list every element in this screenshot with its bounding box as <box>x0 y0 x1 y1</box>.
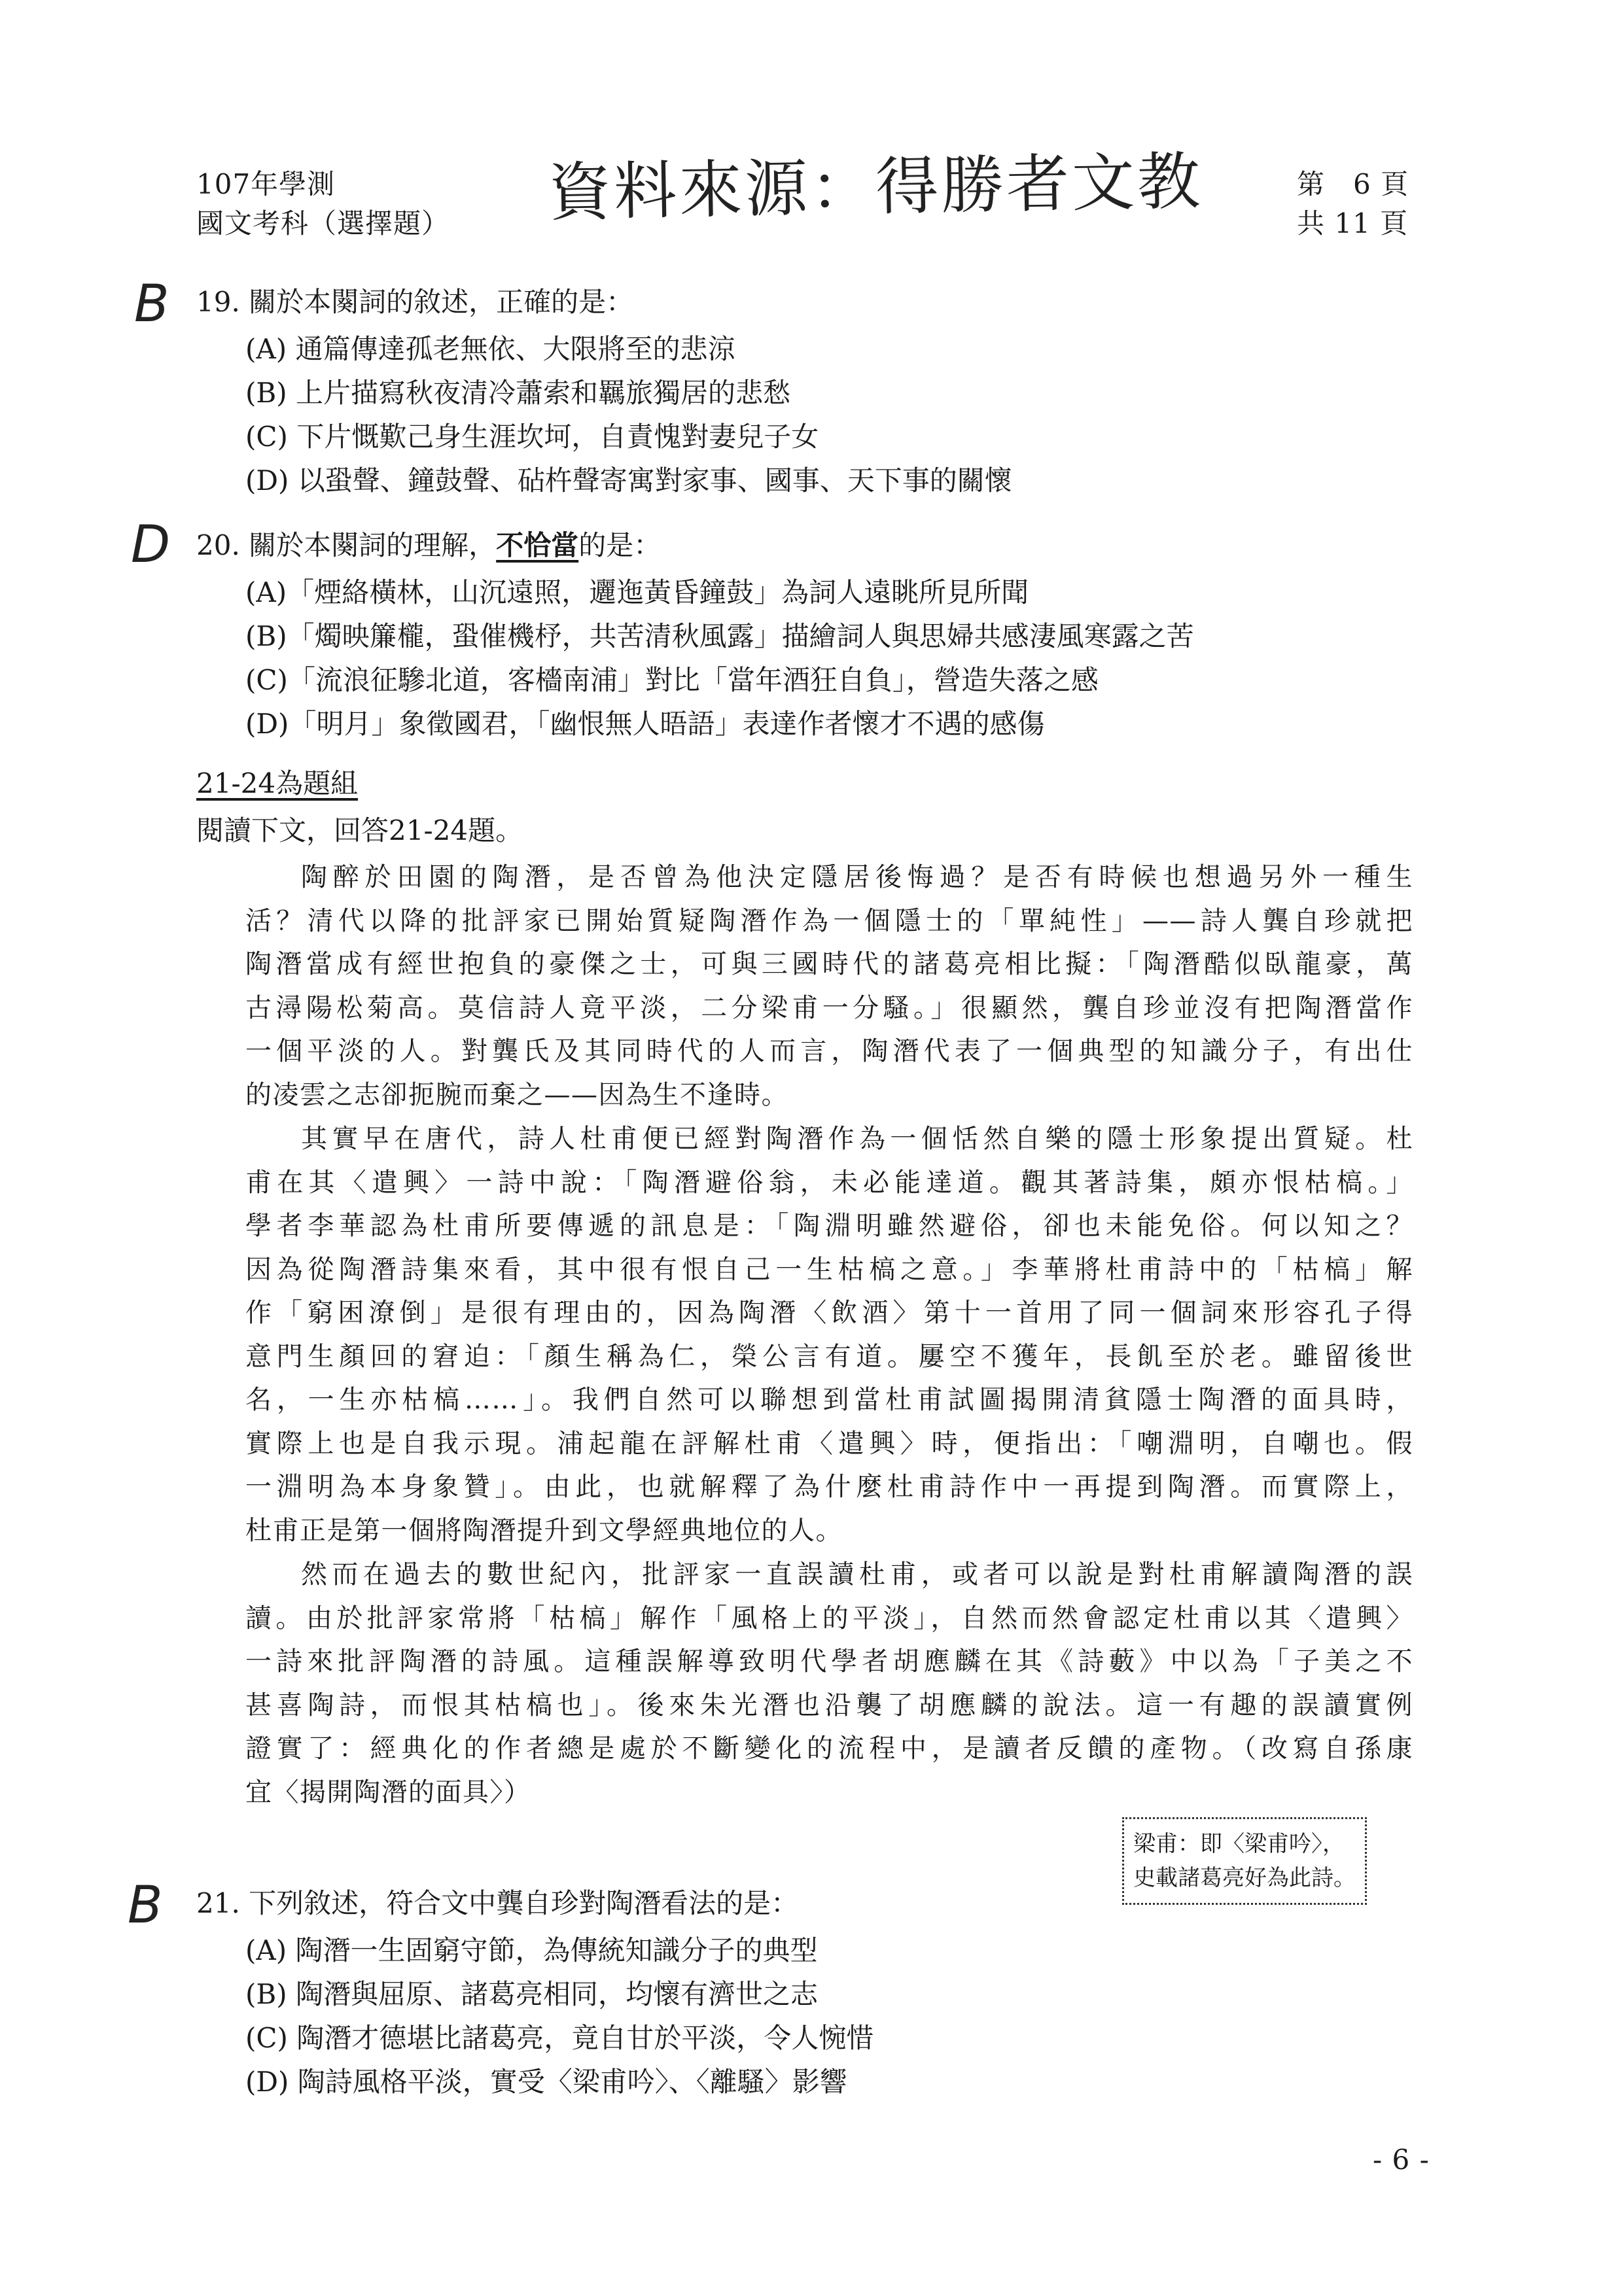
passage-paragraph-1: 陶醉於田園的陶潛，是否曾為他決定隱居後悔過？是否有時候也想過另外一種生 活？清代以降的批評家已開始質疑陶潛作為一個隱士的「單純性」——詩人龔自珍就把 陶潛當成有經世抱負的豪傑之士，可與三國時代的諸葛亮相比擬：「陶潛酷似臥龍豪，萬 古潯陽松菊高。莫信詩人竟平淡，二分梁甫一分騷。」很顯然，龔自珍並沒有把陶潛當作 一個平淡的人。對龔氏及其同時代的人而言，陶潛代表了一個典型的知識分子，有出仕 的凌雲之志卻扼腕而棄之——因為生不逢時。 <box>245 862 1413 1110</box>
option-20-d: (D)「明月」象徵國君，「幽恨無人晤語」表達作者懷才不遇的感傷 <box>245 708 1045 740</box>
option-19-d: (D) 以蛩聲、鐘鼓聲、砧杵聲寄寓對家事、國事、天下事的關懷 <box>245 464 1012 496</box>
question-19-stem <box>196 285 633 319</box>
question-number: 21. <box>196 1887 240 1919</box>
option-19-b: (B) 上片描寫秋夜清冷蕭索和羈旅獨居的悲愁 <box>245 377 790 409</box>
page-current: 第 6 頁 <box>1297 168 1409 200</box>
option-20-b: (B)「燭映簾櫳，蛩催機杼，共苦清秋風露」描繪詞人與思婦共感淒風寒露之苦 <box>245 620 1194 652</box>
footnote-line-1: 梁甫：即〈梁甫吟〉， <box>1133 1831 1345 1857</box>
question-text-end: 的是： <box>578 529 662 561</box>
passage-paragraph-3: 然而在過去的數世紀內，批評家一直誤讀杜甫，或者可以說是對杜甫解讀陶潛的誤 讀。由於批評家常將「枯槁」解作「風格上的平淡」，自然而然會認定杜甫以其〈遣興〉 一詩來批評陶潛的詩風。這種誤解導致明代學者胡應麟在其《詩藪》中以為「子美之不 甚喜陶詩，而恨其枯槁也」。後來朱光潛也沿襲了胡應麟的說法。這一有趣的誤讀實例 證實了：經典化的作者總是處於不斷變化的流程中，是讀者反饋的產物。（改寫自孫康 宜〈揭開陶潛的面具〉） <box>245 1559 1413 1807</box>
question-20-stem <box>196 529 661 563</box>
question-text: 關於本闋詞的理解， <box>249 529 497 561</box>
option-21-b: (B) 陶潛與屈原、諸葛亮相同，均懷有濟世之志 <box>245 1978 818 2010</box>
footnote-line-2: 史載諸葛亮好為此詩。 <box>1133 1865 1356 1891</box>
page-indicator <box>1297 165 1409 243</box>
option-21-a: (A) 陶潛一生固窮守節，為傳統知識分子的典型 <box>245 1934 818 1966</box>
group-instruction: 閱讀下文，回答21-24題。 <box>196 814 523 846</box>
option-19-c: (C) 下片慨歎己身生涯坎坷，自責愧對妻兒子女 <box>245 421 819 453</box>
exam-title-block <box>196 165 450 243</box>
footnote-box <box>1122 1817 1367 1905</box>
answer-mark-21: B <box>128 1876 163 1935</box>
question-number: 20. <box>196 529 240 561</box>
answer-mark-19: B <box>134 275 169 334</box>
option-21-d: (D) 陶詩風格平淡，實受〈梁甫吟〉、〈離騷〉影響 <box>245 2066 847 2098</box>
passage-paragraph-2: 其實早在唐代，詩人杜甫便已經對陶潛作為一個恬然自樂的隱士形象提出質疑。杜 甫在其〈遣興〉一詩中說：「陶潛避俗翁，未必能達道。觀其著詩集，頗亦恨枯槁。」 學者李華認為杜甫所要傳遞的訊息是：「陶淵明雖然避俗，卻也未能免俗。何以知之？ 因為從陶潛詩集來看，其中很有恨自己一生枯槁之意。」李華將杜甫詩中的「枯槁」解 作「窮困潦倒」是很有理由的，因為陶潛〈飲酒〉第十一首用了同一個詞來形容孔子得 意門生顏回的窘迫：「顏生稱為仁，榮公言有道。屢空不獲年，長飢至於老。雖留後世 名，一生亦枯槁……」。我們自然可以聯想到當杜甫試圖揭開清貧隱士陶潛的面具時， 實際上也是自我示現。浦起龍在評解杜甫〈遣興〉時，便指出：「嘲淵明，自嘲也。假 一淵明為本身象贊」。由此，也就解釋了為什麼杜甫詩作中一再提到陶潛。而實際上， 杜甫正是第一個將陶潛提升到文學經典地位的人。 <box>245 1124 1413 1546</box>
question-21-stem <box>196 1887 798 1921</box>
question-text: 下列敘述，符合文中龔自珍對陶潛看法的是： <box>249 1887 799 1919</box>
exam-subject: 國文考科（選擇題） <box>196 207 450 239</box>
option-20-c: (C)「流浪征驂北道，客檣南浦」對比「當年酒狂自負」，營造失落之感 <box>245 664 1099 696</box>
option-21-c: (C) 陶潛才德堪比諸葛亮，竟自甘於平淡，令人惋惜 <box>245 2022 874 2054</box>
option-20-a: (A)「煙絡橫林，山沉遠照，邐迤黃昏鐘鼓」為詞人遠眺所見所聞 <box>245 576 1029 608</box>
question-group-title: 21-24為題組 <box>196 767 359 799</box>
question-number: 19. <box>196 286 240 318</box>
handwritten-source-note: 資料來源：得勝者文教 <box>548 145 1204 230</box>
option-19-a: (A) 通篇傳達孤老無依、大限將至的悲涼 <box>245 333 735 365</box>
answer-mark-20: D <box>131 515 171 574</box>
page-total: 共 11 頁 <box>1297 207 1409 239</box>
question-text: 關於本闋詞的敘述，正確的是： <box>249 286 634 318</box>
exam-year: 107年學測 <box>196 168 336 200</box>
emphasis-not-appropriate: 不恰當 <box>496 529 579 561</box>
page-number-footer: - 6 - <box>1373 2144 1430 2176</box>
